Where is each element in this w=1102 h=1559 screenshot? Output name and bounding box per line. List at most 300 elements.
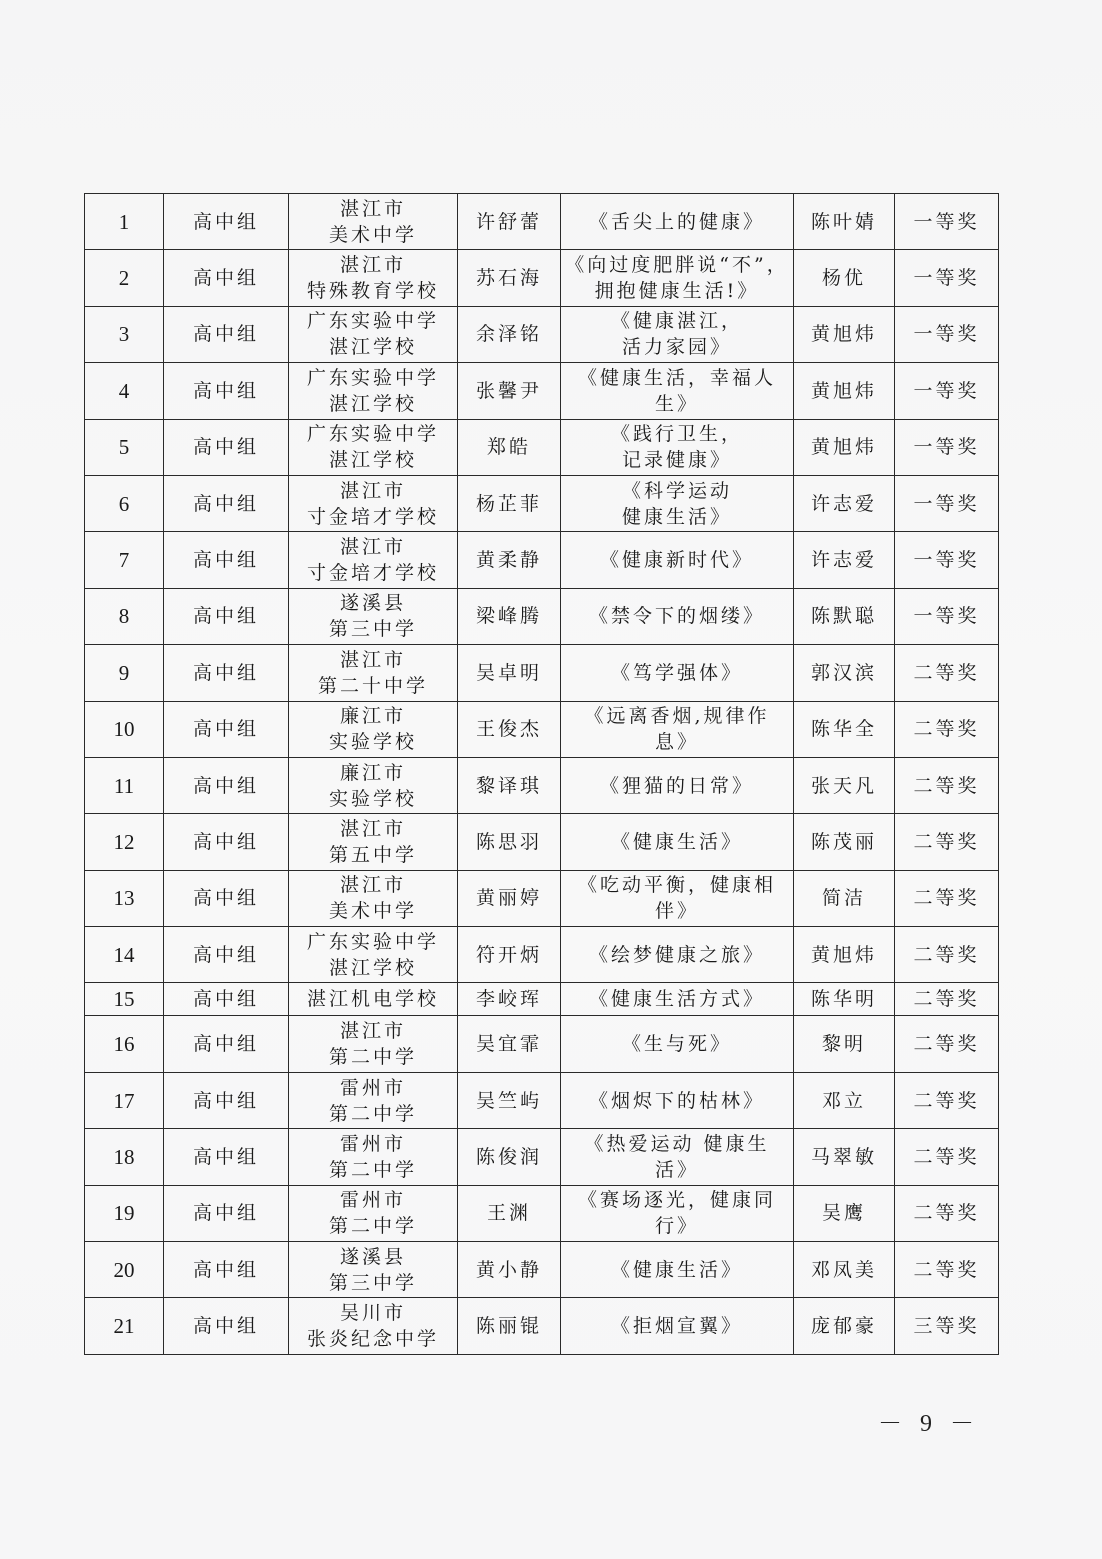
cell-award-text: 二等奖 xyxy=(913,988,980,1011)
cell-teacher xyxy=(794,194,895,250)
cell-school xyxy=(289,701,458,757)
cell-award xyxy=(895,1016,999,1072)
cell-teacher xyxy=(794,419,895,475)
cell-school-line: 湛江市 xyxy=(339,1020,406,1043)
cell-teacher-text: 庞郁豪 xyxy=(810,1315,877,1338)
cell-teacher xyxy=(794,757,895,813)
cell-group-text: 高中组 xyxy=(192,436,259,459)
cell-work-title xyxy=(561,1185,794,1241)
table-row xyxy=(85,1298,999,1354)
cell-group xyxy=(164,475,289,531)
cell-no-text: 20 xyxy=(113,1257,135,1282)
cell-work-line: 息》 xyxy=(654,731,699,754)
cell-student xyxy=(458,1072,561,1128)
cell-school-line: 广东实验中学 xyxy=(306,310,439,333)
table-row xyxy=(85,1016,999,1072)
cell-work-title xyxy=(561,363,794,419)
cell-school-line: 特殊教育学校 xyxy=(306,280,439,303)
cell-student xyxy=(458,1298,561,1354)
cell-student-text: 黄小静 xyxy=(475,1258,542,1281)
cell-award-text: 二等奖 xyxy=(913,830,980,853)
cell-number xyxy=(85,701,164,757)
cell-work-title xyxy=(561,870,794,926)
cell-student-text: 黎译琪 xyxy=(475,774,542,797)
cell-work-line: 《吃动平衡，健康相 xyxy=(577,874,776,897)
cell-work-line: 《绘梦健康之旅》 xyxy=(588,943,765,966)
cell-number xyxy=(85,1129,164,1185)
cell-school xyxy=(289,419,458,475)
cell-no-text: 7 xyxy=(118,548,130,573)
cell-school-line: 美术中学 xyxy=(328,223,417,246)
cell-no-text: 21 xyxy=(113,1314,135,1339)
table-row xyxy=(85,757,999,813)
cell-award-text: 一等奖 xyxy=(913,210,980,233)
cell-award xyxy=(895,588,999,644)
cell-group-text: 高中组 xyxy=(192,1315,259,1338)
cell-no-text: 13 xyxy=(113,886,135,911)
cell-number xyxy=(85,1185,164,1241)
cell-award-text: 二等奖 xyxy=(913,1202,980,1225)
cell-student xyxy=(458,475,561,531)
cell-award xyxy=(895,250,999,306)
cell-work-line: 《热爱运动 健康生 xyxy=(584,1132,770,1155)
cell-work-title xyxy=(561,701,794,757)
cell-student xyxy=(458,927,561,983)
cell-school-line: 吴川市 xyxy=(339,1302,406,1325)
cell-teacher xyxy=(794,363,895,419)
cell-student xyxy=(458,814,561,870)
cell-teacher-text: 黎明 xyxy=(821,1033,866,1056)
cell-award-text: 一等奖 xyxy=(913,605,980,628)
cell-work-title xyxy=(561,194,794,250)
cell-teacher-text: 黄旭炜 xyxy=(810,379,877,402)
cell-student xyxy=(458,588,561,644)
cell-work-title xyxy=(561,645,794,701)
cell-teacher-text: 陈华全 xyxy=(810,718,877,741)
cell-teacher-text: 简洁 xyxy=(821,887,866,910)
cell-school-line: 雷州市 xyxy=(339,1132,406,1155)
cell-student xyxy=(458,250,561,306)
cell-school xyxy=(289,757,458,813)
cell-work-line: 《健康生活》 xyxy=(610,830,743,853)
cell-award xyxy=(895,1298,999,1354)
cell-teacher-text: 邓立 xyxy=(821,1089,866,1112)
cell-teacher xyxy=(794,983,895,1016)
cell-school-line: 湛江市 xyxy=(339,817,406,840)
cell-award-text: 二等奖 xyxy=(913,661,980,684)
cell-work-title xyxy=(561,250,794,306)
cell-award-text: 一等奖 xyxy=(913,323,980,346)
cell-school xyxy=(289,588,458,644)
cell-teacher xyxy=(794,1242,895,1298)
cell-work-line: 《生与死》 xyxy=(621,1033,732,1056)
cell-group-text: 高中组 xyxy=(192,549,259,572)
table-row xyxy=(85,983,999,1016)
cell-work-title xyxy=(561,475,794,531)
cell-school-line: 实验学校 xyxy=(328,787,417,810)
cell-award xyxy=(895,475,999,531)
cell-student-text: 符开炳 xyxy=(475,943,542,966)
cell-award-text: 一等奖 xyxy=(913,492,980,515)
cell-award xyxy=(895,1129,999,1185)
cell-teacher-text: 陈华明 xyxy=(810,988,877,1011)
cell-award xyxy=(895,645,999,701)
cell-school-line: 湛江市 xyxy=(339,874,406,897)
cell-work-title xyxy=(561,983,794,1016)
cell-student-text: 王俊杰 xyxy=(475,718,542,741)
cell-group xyxy=(164,757,289,813)
table-row xyxy=(85,306,999,362)
cell-group xyxy=(164,419,289,475)
cell-school xyxy=(289,363,458,419)
table-row xyxy=(85,532,999,588)
cell-award-text: 二等奖 xyxy=(913,774,980,797)
cell-number xyxy=(85,475,164,531)
cell-school-line: 第二中学 xyxy=(328,1102,417,1125)
cell-group xyxy=(164,983,289,1016)
cell-no-text: 4 xyxy=(118,378,130,403)
cell-teacher-text: 吴鹰 xyxy=(821,1202,866,1225)
cell-student xyxy=(458,1016,561,1072)
cell-student xyxy=(458,1129,561,1185)
cell-group xyxy=(164,1129,289,1185)
cell-school-line: 第五中学 xyxy=(328,843,417,866)
table-row xyxy=(85,475,999,531)
cell-school xyxy=(289,306,458,362)
cell-award xyxy=(895,870,999,926)
cell-group-text: 高中组 xyxy=(192,661,259,684)
cell-number xyxy=(85,814,164,870)
table-row xyxy=(85,645,999,701)
cell-student xyxy=(458,701,561,757)
cell-teacher-text: 黄旭炜 xyxy=(810,436,877,459)
cell-teacher-text: 陈默聪 xyxy=(810,605,877,628)
cell-work-title xyxy=(561,757,794,813)
cell-number xyxy=(85,983,164,1016)
cell-award xyxy=(895,814,999,870)
cell-school xyxy=(289,1185,458,1241)
cell-school xyxy=(289,870,458,926)
cell-teacher xyxy=(794,250,895,306)
cell-school-line: 湛江学校 xyxy=(328,392,417,415)
cell-work-title xyxy=(561,814,794,870)
cell-school-line: 湛江机电学校 xyxy=(306,988,439,1011)
cell-award xyxy=(895,419,999,475)
cell-student xyxy=(458,870,561,926)
cell-work-title xyxy=(561,1016,794,1072)
table-row xyxy=(85,814,999,870)
cell-work-line: 活》 xyxy=(654,1158,699,1181)
cell-group xyxy=(164,306,289,362)
cell-group-text: 高中组 xyxy=(192,1202,259,1225)
cell-student xyxy=(458,532,561,588)
cell-number xyxy=(85,194,164,250)
cell-no-text: 2 xyxy=(118,266,130,291)
cell-school-line: 湛江市 xyxy=(339,479,406,502)
cell-number xyxy=(85,306,164,362)
cell-work-line: 记录健康》 xyxy=(621,449,732,472)
cell-group-text: 高中组 xyxy=(192,492,259,515)
cell-work-line: 《狸猫的日常》 xyxy=(599,774,754,797)
cell-work-title xyxy=(561,306,794,362)
cell-award-text: 一等奖 xyxy=(913,549,980,572)
cell-student-text: 梁峰腾 xyxy=(475,605,542,628)
cell-teacher-text: 郭汉滨 xyxy=(810,661,877,684)
cell-student xyxy=(458,983,561,1016)
cell-school-line: 湛江市 xyxy=(339,648,406,671)
cell-no-text: 1 xyxy=(118,209,130,234)
cell-school xyxy=(289,1129,458,1185)
cell-award-text: 二等奖 xyxy=(913,1033,980,1056)
cell-group-text: 高中组 xyxy=(192,887,259,910)
cell-student-text: 陈丽锟 xyxy=(475,1315,542,1338)
cell-award xyxy=(895,363,999,419)
cell-student xyxy=(458,194,561,250)
cell-award-text: 二等奖 xyxy=(913,1145,980,1168)
cell-work-line: 生》 xyxy=(654,392,699,415)
cell-student-text: 张馨尹 xyxy=(475,379,542,402)
table-row xyxy=(85,927,999,983)
cell-teacher-text: 陈叶婧 xyxy=(810,210,877,233)
cell-school-line: 第二中学 xyxy=(328,1158,417,1181)
cell-school xyxy=(289,645,458,701)
cell-group-text: 高中组 xyxy=(192,1145,259,1168)
cell-group xyxy=(164,1298,289,1354)
cell-teacher-text: 马翠敏 xyxy=(810,1145,877,1168)
cell-student-text: 陈俊润 xyxy=(475,1145,542,1168)
cell-group-text: 高中组 xyxy=(192,210,259,233)
cell-no-text: 19 xyxy=(113,1201,135,1226)
table-row xyxy=(85,1242,999,1298)
awards-table-body xyxy=(85,194,999,1355)
cell-no-text: 6 xyxy=(118,491,130,516)
cell-no-text: 10 xyxy=(113,717,135,742)
cell-group xyxy=(164,870,289,926)
cell-award-text: 一等奖 xyxy=(913,267,980,290)
cell-number xyxy=(85,250,164,306)
cell-work-title xyxy=(561,1298,794,1354)
cell-teacher xyxy=(794,870,895,926)
cell-no-text: 8 xyxy=(118,604,130,629)
cell-award xyxy=(895,306,999,362)
cell-group xyxy=(164,532,289,588)
cell-student-text: 郑皓 xyxy=(486,436,531,459)
page-number: － 9 － xyxy=(878,1411,980,1437)
cell-work-line: 《科学运动 xyxy=(621,479,732,502)
cell-teacher xyxy=(794,475,895,531)
cell-award-text: 二等奖 xyxy=(913,943,980,966)
cell-work-title xyxy=(561,927,794,983)
cell-student-text: 陈思羽 xyxy=(475,830,542,853)
cell-no-text: 14 xyxy=(113,942,135,967)
cell-school-line: 湛江学校 xyxy=(328,449,417,472)
cell-group-text: 高中组 xyxy=(192,605,259,628)
cell-teacher-text: 黄旭炜 xyxy=(810,943,877,966)
cell-work-line: 《笃学强体》 xyxy=(610,661,743,684)
cell-school-line: 第三中学 xyxy=(328,618,417,641)
cell-group xyxy=(164,194,289,250)
cell-school-line: 实验学校 xyxy=(328,731,417,754)
cell-school-line: 湛江学校 xyxy=(328,956,417,979)
cell-number xyxy=(85,1072,164,1128)
cell-teacher-text: 张天凡 xyxy=(810,774,877,797)
cell-group-text: 高中组 xyxy=(192,1033,259,1056)
cell-number xyxy=(85,588,164,644)
cell-work-line: 《远离香烟,规律作 xyxy=(584,705,770,728)
cell-student xyxy=(458,645,561,701)
awards-table xyxy=(84,193,999,1355)
cell-teacher xyxy=(794,1072,895,1128)
cell-work-title xyxy=(561,1129,794,1185)
cell-school-line: 湛江市 xyxy=(339,536,406,559)
cell-school-line: 第三中学 xyxy=(328,1271,417,1294)
cell-student-text: 王渊 xyxy=(486,1202,531,1225)
cell-student xyxy=(458,1185,561,1241)
cell-teacher xyxy=(794,532,895,588)
cell-no-text: 12 xyxy=(113,829,135,854)
cell-group xyxy=(164,1016,289,1072)
cell-student-text: 吴竺屿 xyxy=(475,1089,542,1112)
cell-teacher xyxy=(794,645,895,701)
cell-school xyxy=(289,1298,458,1354)
cell-teacher xyxy=(794,701,895,757)
table-row xyxy=(85,701,999,757)
cell-school-line: 湛江学校 xyxy=(328,336,417,359)
cell-student xyxy=(458,306,561,362)
cell-number xyxy=(85,645,164,701)
cell-work-title xyxy=(561,419,794,475)
table-row xyxy=(85,1185,999,1241)
cell-school-line: 第二中学 xyxy=(328,1215,417,1238)
table-row xyxy=(85,250,999,306)
table-row xyxy=(85,194,999,250)
cell-work-line: 行》 xyxy=(654,1215,699,1238)
cell-number xyxy=(85,1016,164,1072)
cell-teacher xyxy=(794,1129,895,1185)
cell-award xyxy=(895,757,999,813)
cell-award-text: 二等奖 xyxy=(913,1089,980,1112)
cell-group-text: 高中组 xyxy=(192,774,259,797)
table-row xyxy=(85,1072,999,1128)
cell-school xyxy=(289,983,458,1016)
cell-work-title xyxy=(561,532,794,588)
cell-no-text: 18 xyxy=(113,1144,135,1169)
cell-award-text: 二等奖 xyxy=(913,1258,980,1281)
cell-student-text: 吴卓明 xyxy=(475,661,542,684)
cell-teacher xyxy=(794,588,895,644)
cell-number xyxy=(85,1242,164,1298)
cell-no-text: 17 xyxy=(113,1088,135,1113)
cell-number xyxy=(85,1298,164,1354)
cell-teacher-text: 邓凤美 xyxy=(810,1258,877,1281)
cell-group-text: 高中组 xyxy=(192,718,259,741)
cell-group-text: 高中组 xyxy=(192,323,259,346)
cell-work-line: 《健康生活》 xyxy=(610,1258,743,1281)
cell-school xyxy=(289,927,458,983)
table-row xyxy=(85,363,999,419)
cell-school xyxy=(289,475,458,531)
cell-group-text: 高中组 xyxy=(192,1089,259,1112)
cell-work-title xyxy=(561,1072,794,1128)
cell-no-text: 16 xyxy=(113,1032,135,1057)
cell-group xyxy=(164,1185,289,1241)
cell-work-line: 《践行卫生， xyxy=(610,423,743,446)
cell-award xyxy=(895,701,999,757)
cell-teacher-text: 黄旭炜 xyxy=(810,323,877,346)
cell-teacher-text: 陈茂丽 xyxy=(810,830,877,853)
cell-teacher-text: 许志爱 xyxy=(810,492,877,515)
cell-school-line: 湛江市 xyxy=(339,254,406,277)
cell-group-text: 高中组 xyxy=(192,379,259,402)
cell-work-line: 《健康生活方式》 xyxy=(588,988,765,1011)
cell-award xyxy=(895,983,999,1016)
cell-group xyxy=(164,363,289,419)
cell-work-line: 《禁令下的烟缕》 xyxy=(588,605,765,628)
cell-no-text: 5 xyxy=(118,435,130,460)
cell-work-line: 《拒烟宣翼》 xyxy=(610,1315,743,1338)
cell-school-line: 廉江市 xyxy=(339,761,406,784)
cell-group-text: 高中组 xyxy=(192,988,259,1011)
cell-school-line: 第二中学 xyxy=(328,1046,417,1069)
cell-award-text: 二等奖 xyxy=(913,718,980,741)
table-row xyxy=(85,588,999,644)
cell-work-line: 《赛场逐光，健康同 xyxy=(577,1189,776,1212)
cell-school xyxy=(289,1016,458,1072)
cell-award-text: 一等奖 xyxy=(913,436,980,459)
cell-group xyxy=(164,927,289,983)
cell-group-text: 高中组 xyxy=(192,830,259,853)
cell-school-line: 雷州市 xyxy=(339,1076,406,1099)
table-row xyxy=(85,870,999,926)
cell-work-title xyxy=(561,1242,794,1298)
cell-no-text: 11 xyxy=(113,773,135,798)
cell-teacher-text: 杨优 xyxy=(821,267,866,290)
cell-group-text: 高中组 xyxy=(192,943,259,966)
cell-group xyxy=(164,701,289,757)
cell-number xyxy=(85,532,164,588)
cell-school xyxy=(289,194,458,250)
cell-school-line: 广东实验中学 xyxy=(306,930,439,953)
cell-student xyxy=(458,1242,561,1298)
cell-work-line: 《烟烬下的枯林》 xyxy=(588,1089,765,1112)
cell-teacher xyxy=(794,1016,895,1072)
cell-school-line: 张炎纪念中学 xyxy=(306,1328,439,1351)
cell-group xyxy=(164,588,289,644)
cell-teacher-text: 许志爱 xyxy=(810,549,877,572)
cell-school-line: 湛江市 xyxy=(339,197,406,220)
cell-teacher xyxy=(794,1185,895,1241)
cell-teacher xyxy=(794,814,895,870)
cell-student-text: 黄丽婷 xyxy=(475,887,542,910)
cell-number xyxy=(85,757,164,813)
cell-no-text: 3 xyxy=(118,322,130,347)
cell-school-line: 美术中学 xyxy=(328,900,417,923)
cell-student-text: 许舒蕾 xyxy=(475,210,542,233)
cell-school xyxy=(289,250,458,306)
cell-number xyxy=(85,927,164,983)
cell-no-text: 9 xyxy=(118,660,130,685)
cell-work-line: 《健康生活，幸福人 xyxy=(577,366,776,389)
cell-group-text: 高中组 xyxy=(192,267,259,290)
cell-work-line: 《向过度肥胖说“不”， xyxy=(565,254,789,277)
cell-award-text: 三等奖 xyxy=(913,1315,980,1338)
cell-school-line: 遂溪县 xyxy=(339,1245,406,1268)
cell-student-text: 杨芷菲 xyxy=(475,492,542,515)
cell-student-text: 黄柔静 xyxy=(475,549,542,572)
cell-award xyxy=(895,1072,999,1128)
cell-student xyxy=(458,757,561,813)
cell-student-text: 李峧珲 xyxy=(475,988,542,1011)
